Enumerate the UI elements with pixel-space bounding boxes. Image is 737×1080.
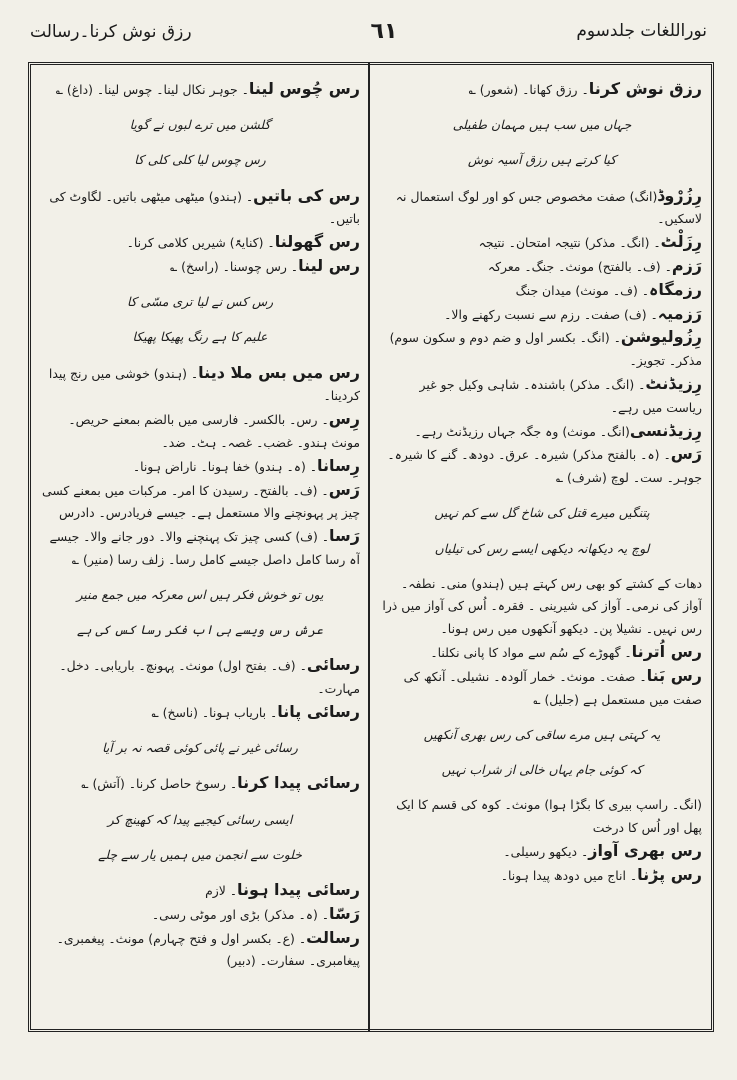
dictionary-entry bbox=[382, 303, 702, 327]
page-header bbox=[30, 14, 707, 48]
definition: ۔ (ف۔ بالفتح) مونث۔ جنگ۔ معرکہ bbox=[487, 258, 672, 274]
headword: رزمگاہ bbox=[648, 279, 702, 299]
verse-line: یوں تو خوش فکر ہیں اس معرکہ میں جمع منیر bbox=[76, 587, 324, 603]
dictionary-entry bbox=[382, 373, 702, 420]
definition: ۔ (انگ۔ بکسر اول و ضم دوم و سکون سوم) مذکر۔ تجویز۔ bbox=[389, 330, 702, 369]
headword: رَزمیہ bbox=[657, 303, 702, 323]
headword: رزق نوش کرنا bbox=[588, 79, 702, 98]
header-entry-range: رزق نوش کرنا۔رسالت bbox=[30, 21, 192, 42]
headword: رسالت bbox=[306, 927, 360, 947]
definition: ۔ رزق کھانا۔ (شعور) ؎ bbox=[468, 82, 589, 97]
dictionary-entry bbox=[40, 879, 360, 903]
verse-line: خلوت سے انجمن میں ہمیں یار سے چلے bbox=[98, 846, 302, 862]
dictionary-entry bbox=[40, 78, 360, 102]
headword: رَس bbox=[328, 479, 360, 499]
verse-line: رس کس نے لیا تری مسّی کا bbox=[126, 294, 274, 310]
verse-line: یہ کہتی ہیں مرے ساقی کی رس بھری آنکھیں bbox=[423, 726, 661, 742]
dictionary-entry bbox=[382, 78, 702, 102]
headword: رِزیڈنسی bbox=[629, 420, 702, 440]
dictionary-entry bbox=[382, 185, 702, 232]
definition: ۔ لازم bbox=[205, 882, 238, 898]
verse-line: لوچ یہ دیکھانہ دیکھی ایسے رس کی تیلیاں bbox=[434, 540, 650, 556]
verse-line: جہاں میں سب ہیں مہمان طفیلی bbox=[452, 117, 632, 133]
headword: رِزیڈنٹ bbox=[645, 373, 702, 393]
definition: ۔ (ہندو) میٹھی میٹھی باتیں۔ لگاوٹ کی باتیں۔ bbox=[49, 188, 360, 227]
definition: ۔ (ہ۔ ہندو) خفا ہونا۔ ناراض ہونا۔ bbox=[132, 458, 318, 474]
headword: رس چُوس لینا bbox=[248, 79, 360, 98]
definition: ۔ اناج میں دودھ پیدا ہونا۔ bbox=[500, 867, 638, 883]
dictionary-entry bbox=[40, 927, 360, 974]
dictionary-entry bbox=[382, 840, 702, 864]
definition: ۔ باریاب ہونا۔ (ناسخ) ؎ bbox=[151, 705, 278, 721]
headword: رسائی پیدا ہونا bbox=[237, 879, 360, 899]
dictionary-entry bbox=[40, 362, 360, 409]
dictionary-entry bbox=[40, 654, 360, 701]
headword: رِزَلْٹ bbox=[660, 232, 702, 252]
left-column bbox=[40, 78, 360, 1023]
definition: (انگ) صفت مخصوص جس کو اور لوگ استعمال نہ لاسکیں۔ bbox=[395, 188, 702, 227]
definition: ۔ (کنایۃً) شیریں کلامی کرنا۔ bbox=[126, 235, 275, 251]
verse-line: رس چوس لیا کلی کلی کا bbox=[134, 152, 266, 168]
headword: رَسّا bbox=[329, 903, 360, 923]
headword: رسائی پیدا کرنا bbox=[237, 773, 360, 793]
dictionary-entry bbox=[382, 420, 702, 444]
definition: ۔ دیکھو رسیلی۔ bbox=[503, 843, 589, 859]
definition: ۔ (ع۔ بکسر اول و فتح چہارم) مونث۔ پیغمبری۔ پیغامبری۔ سفارت۔ (دبیر) bbox=[56, 930, 360, 969]
dictionary-entry bbox=[40, 455, 360, 479]
dictionary-entry bbox=[40, 525, 360, 572]
headword: رس لینا bbox=[298, 255, 360, 275]
dictionary-entry bbox=[40, 408, 360, 455]
verse-line: گلشن میں ترے لبوں نے گویا bbox=[129, 117, 271, 133]
definition: ۔ (ہ۔ مذکر) بڑی اور موٹی رسی۔ bbox=[151, 906, 330, 922]
verse-line: عرش رس ویسے ہی اب فکر رسا کس کی ہے bbox=[77, 622, 323, 638]
headword: رِزُولیوشن bbox=[620, 327, 702, 347]
dictionary-entry bbox=[382, 255, 702, 279]
dictionary-entry bbox=[40, 231, 360, 255]
verse-line: کہ کوئی جام یہاں خالی از شراب نہیں bbox=[441, 762, 643, 778]
definition: ۔ رس۔ بالکسر۔ فارسی میں بالضم بمعنے حریص۔ مونث ہندو۔ غضب۔ غصہ۔ ہٹ۔ ضد۔ bbox=[68, 412, 360, 450]
dictionary-entry bbox=[382, 641, 702, 665]
right-column bbox=[382, 78, 702, 1023]
definition: ۔ (ف) کسی چیز تک پہنچنے والا۔ دور جانے والا۔ جیسے آہ رسا کامل داصل جیسے کامل رسا۔ زلف رسا (منیر) ؎ bbox=[49, 529, 360, 567]
dictionary-entry bbox=[382, 665, 702, 712]
headword: رس کی باتیں bbox=[253, 185, 360, 205]
definition: ۔ (انگ۔ مذکر) باشندہ۔ شاہی وکیل جو غیر ریاست میں رہے۔ bbox=[419, 376, 702, 415]
dictionary-entry bbox=[382, 794, 702, 840]
headword: رِسانا bbox=[317, 455, 360, 475]
headword: رس گھولنا bbox=[274, 232, 360, 252]
verse-line: رسائی غیر نے پائی کوئی قصہ نہ بر آیا bbox=[102, 740, 298, 756]
dictionary-entry bbox=[382, 864, 702, 888]
headword: رس پڑنا bbox=[637, 864, 702, 884]
header-book-title: نوراللغات جلدسوم bbox=[576, 21, 707, 41]
headword: رَس bbox=[670, 444, 702, 464]
definition: ۔ (ف) صفت۔ رزم سے نسبت رکھنے والا۔ bbox=[444, 306, 658, 322]
dictionary-entry bbox=[382, 326, 702, 373]
definition: (انگ۔ راسپ بیری کا بگڑا ہوا) مونث۔ کوہ کی قسم کا ایک پھل اور اُس کا درخت bbox=[396, 797, 702, 836]
definition: ۔ (ہندو) خوشی میں رنج پیدا کردینا۔ bbox=[48, 365, 360, 404]
verse-line: ایسی رسائی کیجیے پیدا کہ کھینچ کر bbox=[107, 811, 293, 827]
verse-line: علیم کا ہے رنگ پھیکا پھیکا bbox=[132, 329, 268, 345]
definition: ۔ (ف۔ مونث) میدان جنگ bbox=[515, 282, 649, 298]
dictionary-entry bbox=[382, 231, 702, 255]
headword: رِزُرْوڈ bbox=[657, 185, 702, 205]
headword: رسائی پانا bbox=[277, 702, 360, 722]
dictionary-entry bbox=[40, 903, 360, 927]
headword: رسائی bbox=[306, 655, 360, 675]
definition: ۔ (ہ۔ بالفتح مذکر) شیرہ۔ عرق۔ دودھ۔ گنے کا شیرہ۔ جوہر۔ ست۔ لوچ (شرف) ؎ bbox=[387, 447, 702, 486]
verse-line: پتنگیں میرے قتل کی شاخ گل سے کم نہیں bbox=[434, 505, 650, 521]
headword: رَزم bbox=[671, 255, 702, 275]
definition: ۔ (انگ۔ مذکر) نتیجہ امتحان۔ نتیجہ bbox=[478, 235, 661, 251]
definition: ۔ صفت۔ مونث۔ خمار آلودہ۔ نشیلی۔ آنکھ کی صفت میں مستعمل ہے (جلیل) ؎ bbox=[403, 668, 702, 707]
definition: ۔ جوہر نکال لینا۔ چوس لینا۔ (داغ) ؎ bbox=[55, 82, 249, 97]
headword: رس اُترنا bbox=[631, 642, 702, 662]
definition: ۔ (ف۔ بالفتح۔ رسیدن کا امر۔ مرکبات میں بمعنے کسی چیز پر پہونچنے والا مستعمل ہے۔ جیسے فریادرس۔ دادرس bbox=[42, 482, 360, 521]
dictionary-entry bbox=[40, 185, 360, 232]
definition: ۔ گھوڑے کے سُم سے مواد کا پانی نکلنا۔ bbox=[430, 645, 632, 661]
headword: رس میں بس ملا دینا bbox=[198, 362, 360, 382]
definition: دھات کے کشتے کو بھی رس کہتے ہیں (ہندو) منی۔ نطفہ۔ آواز کی نرمی۔ آواز کی شیرینی ۔ فقرہ۔ اُس کی آواز میں ذرا رس نہیں۔ نشیلا پن۔ دیکھو آنکھوں میں رس ہونا۔ bbox=[382, 575, 702, 637]
verse-line: کیا کرتے ہیں رزق آسیہ نوش bbox=[467, 152, 617, 168]
page-number: ٦١ bbox=[370, 18, 398, 44]
dictionary-entry bbox=[40, 701, 360, 725]
dictionary-entry bbox=[40, 479, 360, 526]
definition: ۔ رسوخ حاصل کرنا۔ (آتش) ؎ bbox=[81, 776, 238, 792]
dictionary-entry bbox=[40, 772, 360, 796]
headword: رِس bbox=[328, 409, 360, 429]
definition: ۔ (ف۔ بفتح اول) مونث۔ پہونچ۔ باریابی۔ دخل۔ مہارت۔ bbox=[59, 658, 360, 697]
dictionary-entry bbox=[382, 573, 702, 641]
headword: رس بَنا bbox=[646, 665, 702, 685]
dictionary-entry bbox=[382, 443, 702, 490]
dictionary-entry bbox=[382, 279, 702, 303]
definition: ۔ رس چوسنا۔ (راسخ) ؎ bbox=[169, 258, 299, 274]
dictionary-entry bbox=[40, 255, 360, 279]
headword: رَسا bbox=[329, 526, 360, 546]
column-divider bbox=[368, 62, 370, 1032]
definition: (انگ۔ مونث) وہ جگہ جہاں رزیڈنٹ رہے۔ bbox=[414, 423, 630, 439]
headword: رس بھری آواز bbox=[588, 840, 702, 860]
